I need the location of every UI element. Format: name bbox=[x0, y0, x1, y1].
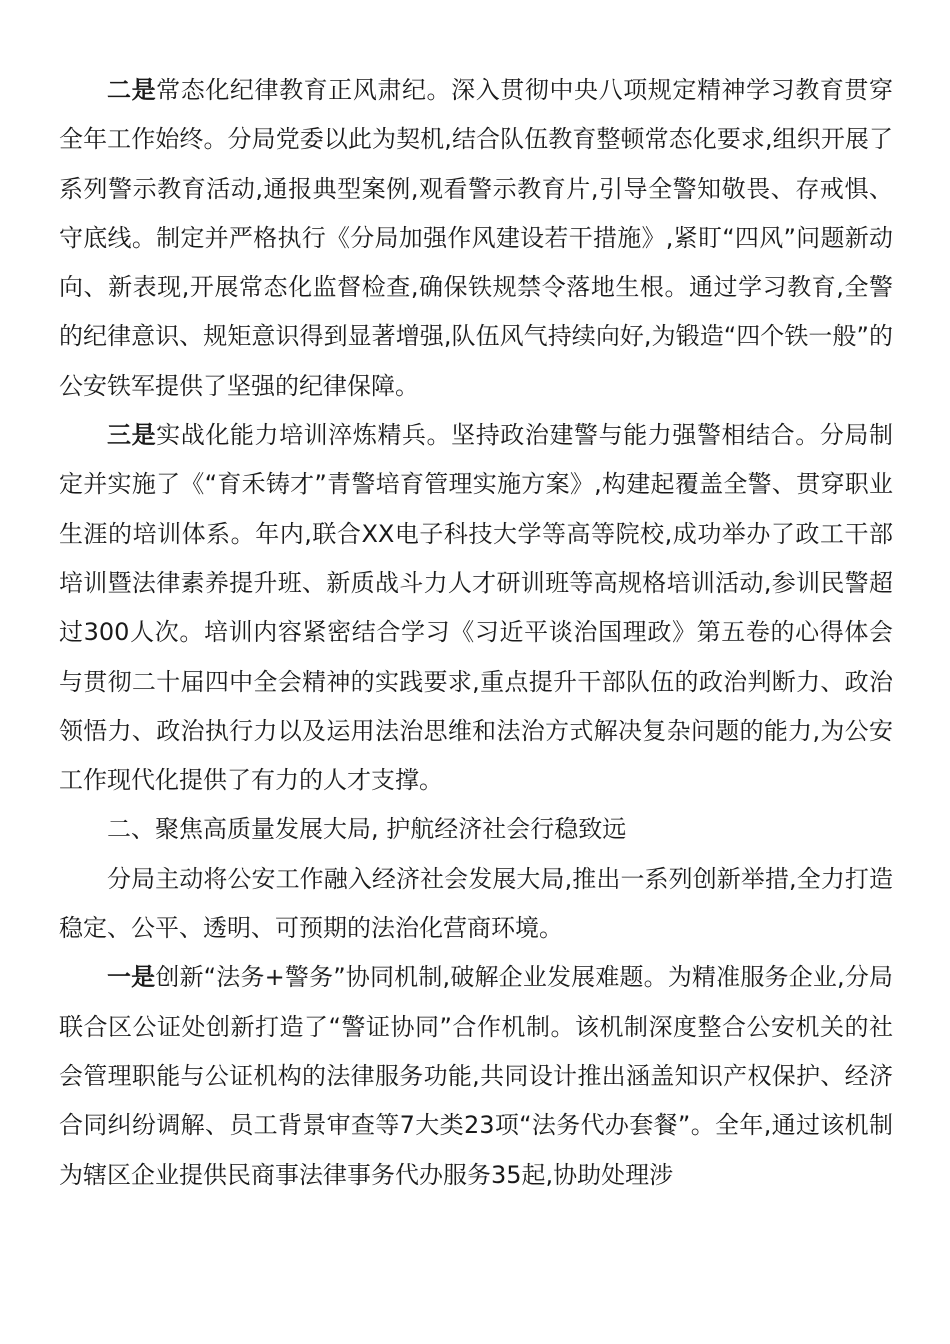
paragraph-discipline-education bbox=[59, 66, 893, 411]
paragraph-lead: 一是 bbox=[107, 963, 156, 992]
paragraph-capability-training bbox=[59, 411, 893, 805]
paragraph-text: 常态化纪律教育正风肃纪。深入贯彻中央八项规定精神学习教育贯穿全年工作始终。分局党委以此为契机,结合队伍教育整顿常态化要求,组织开展了系列警示教育活动,通报典型案例,观看警示教育片,引导全警知敬畏、存戒惧、守底线。制定并严格执行《分局加强作风建设若干措施》,紧盯“四风”问题新动向、新表现,开展常态化监督检查,确保铁规禁令落地生根。通过学习教育,全警的纪律意识、规矩意识得到显著增强,队伍风气持续向好,为锻造“四个铁一般”的公安铁军提供了坚强的纪律保障。 bbox=[59, 76, 894, 400]
paragraph-section-intro bbox=[59, 855, 893, 954]
paragraph-text: 创新“法务+警务”协同机制,破解企业发展难题。为精准服务企业,分局联合区公证处创新打造了“警证协同”合作机制。该机制深度整合公安机关的社会管理职能与公证机构的法律服务功能,共同设计推出涵盖知识产权保护、经济合同纠纷调解、员工背景审查等7大类23项“法务代办套餐”。全年,通过该机制为辖区企业提供民商事法律事务代办服务35起,协助处理涉 bbox=[59, 963, 894, 1189]
paragraph-legal-police-mechanism bbox=[59, 953, 893, 1199]
paragraph-text: 分局主动将公安工作融入经济社会发展大局,推出一系列创新举措,全力打造稳定、公平、透明、可预期的法治化营商环境。 bbox=[59, 864, 893, 943]
section-heading: 二、聚焦高质量发展大局, 护航经济社会行稳致远 bbox=[107, 815, 627, 844]
document-body bbox=[59, 66, 893, 1200]
paragraph-lead: 二是 bbox=[107, 76, 157, 104]
paragraph-text: 实战化能力培训淬炼精兵。坚持政治建警与能力强警相结合。分局制定并实施了《“育禾铸才”青警培育管理实施方案》,构建起覆盖全警、贯穿职业生涯的培训体系。年内,联合XX电子科技大学等高等院校,成功举办了政工干部培训暨法律素养提升班、新质战斗力人才研训班等高规格培训活动,参训民警超过300人次。培训内容紧密结合学习《习近平谈治国理政》第五卷的心得体会与贯彻二十届四中全会精神的实践要求,重点提升干部队伍的政治判断力、政治领悟力、政治执行力以及运用法治思维和法治方式解决复杂问题的能力,为公安工作现代化提供了有力的人才支撑。 bbox=[59, 421, 894, 795]
paragraph-lead: 三是 bbox=[107, 421, 157, 450]
